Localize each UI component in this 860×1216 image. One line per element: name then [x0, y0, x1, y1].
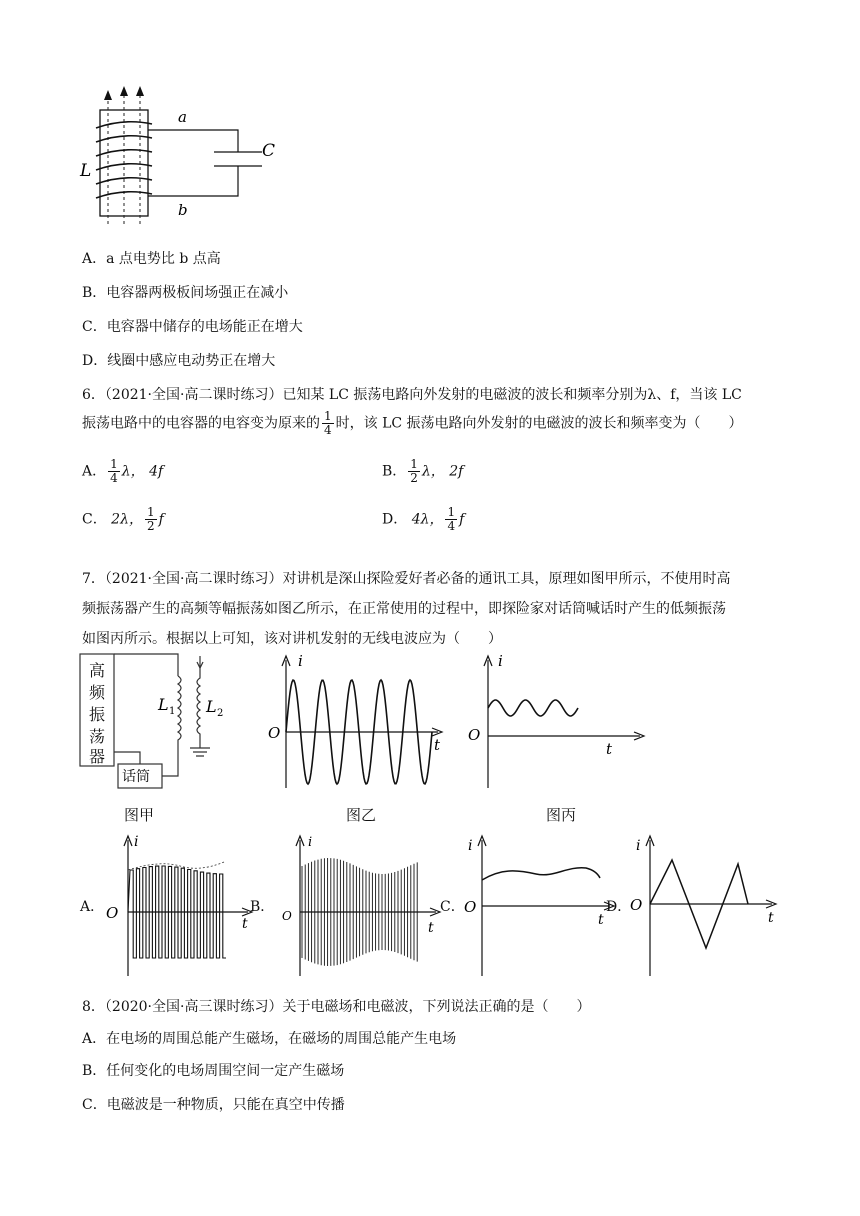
q6-stem-line1: 6．（2021·全国·高二课时练习）已知某 LC 振荡电路向外发射的电磁波的波长和频率分别为λ、f，当该 LC — [82, 387, 742, 403]
fig-jia-caption: 图甲 — [124, 806, 155, 824]
q6-option-a: A． $\frac{1}{4}$ λ， 4f — [82, 457, 164, 485]
svg-text:t: t — [242, 916, 248, 932]
fig-bing-graph — [464, 652, 664, 792]
svg-text:i: i — [298, 652, 303, 670]
fig-jia-circuit — [78, 648, 238, 818]
q5-option-a: A．a 点电势比 b 点高 — [82, 251, 221, 267]
osc-char-4: 荡 — [89, 727, 106, 746]
q6-stem-line2: 振荡电路中的电容器的电容变为原来的 $\frac{1}{4}$ 时，该 LC 振荡电路向外发射的电磁波的波长和频率变为（ ） — [82, 409, 743, 437]
svg-text:i: i — [308, 835, 313, 850]
label-b: b — [178, 201, 188, 219]
svg-text:1: 1 — [169, 706, 176, 717]
svg-text:O: O — [468, 726, 481, 744]
q5-option-b: B．电容器两极板间场强正在减小 — [82, 285, 289, 301]
q7-answer-a-graph — [100, 830, 260, 980]
osc-char-2: 频 — [89, 683, 106, 702]
q8-option-b: B．任何变化的电场周围空间一定产生磁场 — [82, 1063, 345, 1079]
q5-option-c: C．电容器中储存的电场能正在增大 — [82, 319, 303, 335]
q7-answer-d-letter: D． — [606, 899, 632, 915]
q6-option-c: C． 2λ， $\frac{1}{2}$ f — [82, 505, 164, 533]
q7-stem-line2: 频振荡器产生的高频等幅振荡如图乙所示，在正常使用的过程中，即探险家对话筒喊话时产生的低频振荡 — [82, 601, 726, 617]
q8-stem: 8．（2020·全国·高三课时练习）关于电磁场和电磁波，下列说法正确的是（ ） — [82, 999, 591, 1015]
mic-label: 话筒 — [122, 769, 150, 785]
L1-label: L — [158, 695, 169, 714]
q7-answer-a-letter: A． — [80, 899, 105, 915]
svg-text:2: 2 — [217, 708, 224, 719]
svg-text:t: t — [434, 736, 441, 754]
q8-option-c: C．电磁波是一种物质，只能在真空中传播 — [82, 1097, 345, 1113]
q7-answer-c-letter: C． — [440, 899, 465, 915]
q6-stem-fraction: $\frac{1}{4}$ — [324, 409, 332, 437]
svg-text:t: t — [606, 740, 613, 758]
L2-label: L — [206, 697, 217, 716]
label-L: L — [80, 161, 92, 181]
svg-text:O: O — [630, 896, 643, 914]
q8-option-a: A．在电场的周围总能产生磁场，在磁场的周围总能产生电场 — [82, 1031, 457, 1047]
q7-answer-c-graph — [462, 830, 622, 980]
svg-text:i: i — [498, 652, 503, 670]
lc-circuit-figure — [78, 84, 288, 224]
svg-text:i: i — [636, 838, 641, 854]
fig-bing-caption: 图丙 — [546, 806, 577, 824]
osc-char-5: 器 — [89, 747, 106, 766]
q5-option-d: D．线圈中感应电动势正在增大 — [82, 353, 276, 369]
svg-text:O: O — [106, 904, 119, 922]
svg-text:t: t — [428, 920, 434, 936]
label-a: a — [178, 108, 187, 126]
osc-char-1: 高 — [89, 661, 106, 680]
q7-answer-b-graph — [278, 830, 448, 980]
osc-char-3: 振 — [89, 705, 106, 724]
svg-text:t: t — [768, 910, 774, 926]
svg-text:O: O — [282, 909, 292, 923]
q6-option-b: B． $\frac{1}{2}$ λ， 2f — [382, 457, 464, 485]
fig-yi-graph — [262, 652, 462, 792]
svg-text:i: i — [134, 834, 139, 850]
svg-text:O: O — [464, 898, 477, 916]
fig-yi-caption: 图乙 — [346, 806, 377, 824]
svg-text:t: t — [598, 912, 604, 928]
svg-text:O: O — [268, 724, 281, 742]
label-C: C — [262, 141, 276, 161]
q7-answer-b-letter: B． — [250, 899, 275, 915]
q6-option-d: D． 4λ， $\frac{1}{4}$ f — [382, 505, 465, 533]
q7-stem-line3: 如图丙所示。根据以上可知，该对讲机发射的无线电波应为（ ） — [82, 631, 502, 647]
svg-text:i: i — [468, 838, 473, 854]
q7-stem-line1: 7．（2021·全国·高二课时练习）对讲机是深山探险爱好者必备的通讯工具，原理如图甲所示，不使用时高 — [82, 571, 731, 587]
q7-answer-d-graph — [626, 830, 786, 980]
